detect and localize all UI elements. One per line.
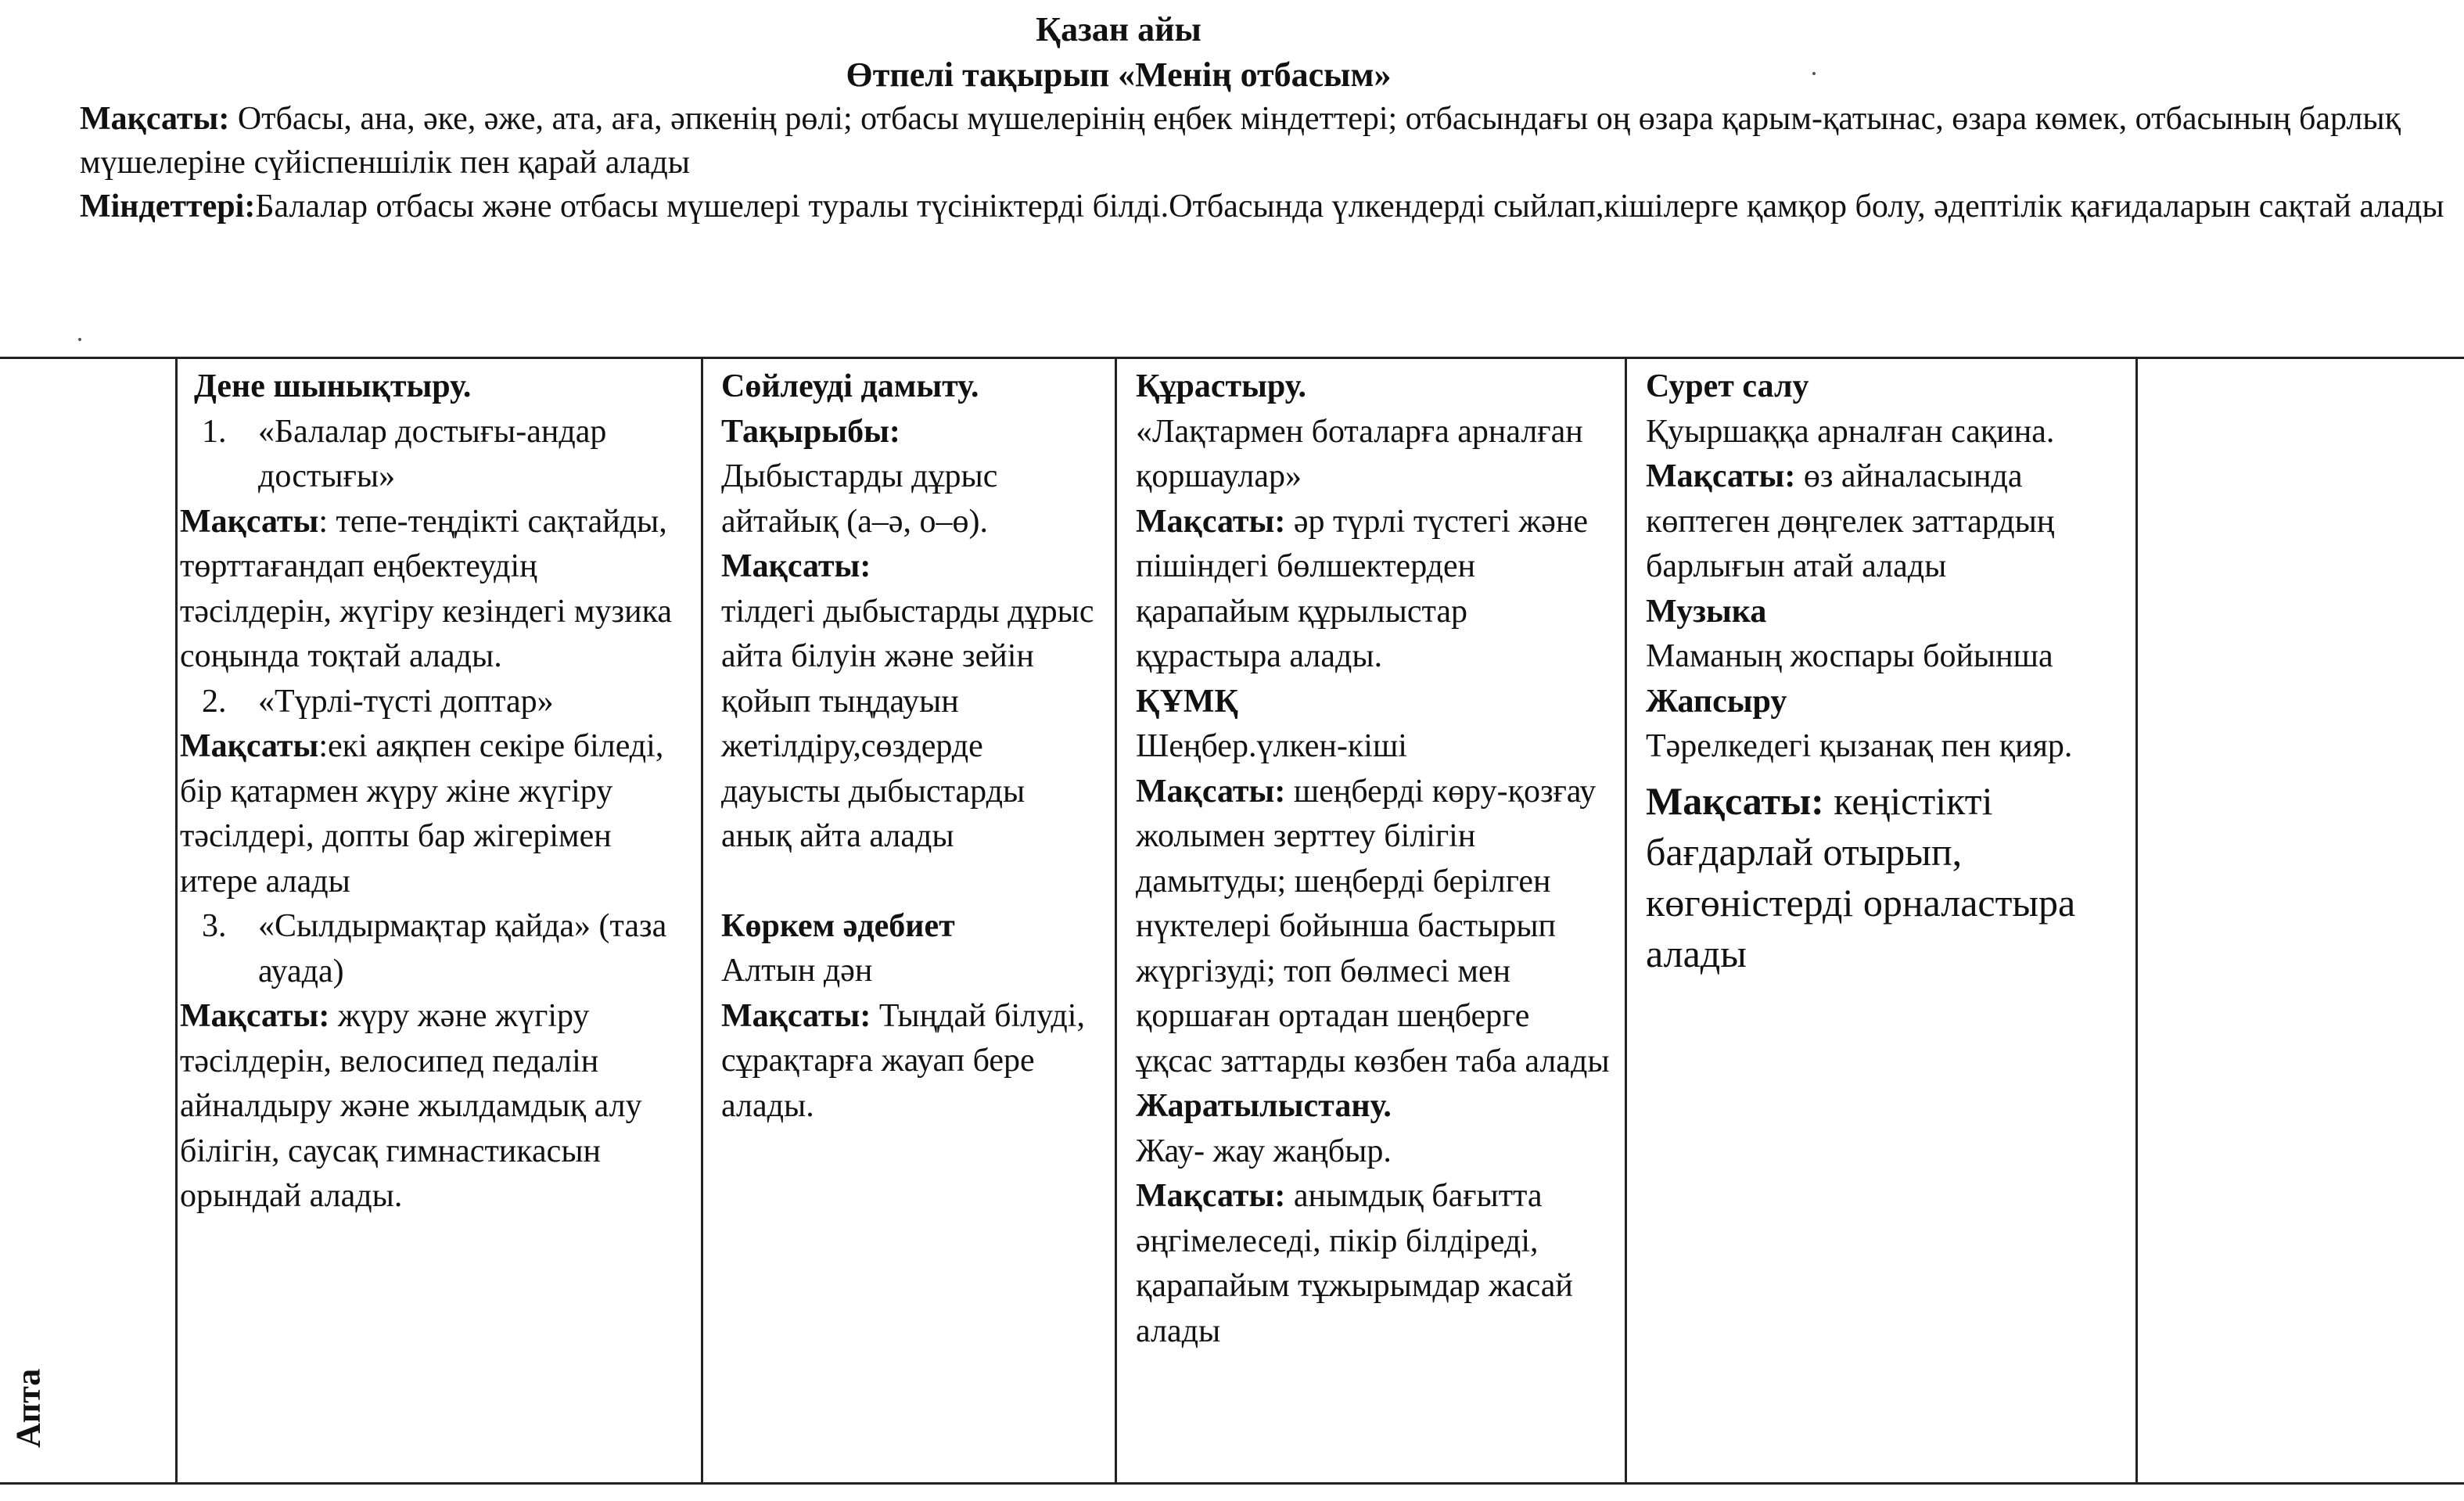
item-goal: Мақсаты: жүру және жүгіру тәсілдерін, велосипед педалін айналдыру және жылдамдық алу білігін, саусақ гимнастикасын орындай алады. bbox=[180, 998, 642, 1214]
applique-heading: Жапсыру bbox=[1646, 683, 1787, 720]
tasks-label: Міндеттері: bbox=[80, 189, 256, 224]
drawing-title: Қуыршаққа арналған сақина. bbox=[1646, 413, 2055, 450]
scan-speck bbox=[78, 338, 81, 341]
tasks-text: Балалар отбасы және отбасы мүшелері туралы түсініктерді білді.Отбасында үлкендерді сыйлап,кішілерге қамқор болу, әдептілік қағидаларын сақтай алады bbox=[255, 189, 2444, 224]
list-item: 1. «Балалар достығы-андар достығы» bbox=[202, 413, 607, 494]
column-heading: Сурет салу bbox=[1646, 368, 1809, 404]
column-physical-education bbox=[180, 364, 696, 1219]
tasks-paragraph bbox=[80, 185, 2458, 228]
math-heading: ҚҰМҚ bbox=[1136, 683, 1238, 720]
column-heading: Дене шынықтыру. bbox=[194, 368, 472, 404]
applique-goal: Мақсаты: кеңістікті бағдарлай отырып, көгөністерді орналастыра алады bbox=[1646, 778, 2076, 975]
column-construction bbox=[1136, 364, 1613, 1354]
goal-text: тілдегі дыбыстарды дұрыс айта білуін және зейін қойып тыңдауын жетілдіру,сөздерде дауысты дыбыстарды анық айта алады bbox=[721, 593, 1094, 854]
column-speech-development bbox=[721, 364, 1097, 1129]
week-label: Апта bbox=[9, 1368, 48, 1448]
goal-label: Мақсаты: bbox=[721, 548, 871, 584]
column-divider bbox=[701, 359, 703, 1482]
column-divider bbox=[175, 359, 178, 1482]
item-goal: Мақсаты: тепе-теңдікті сақтайды, төрттағандап еңбектеудің тәсілдерін, жүгіру кезіндегі музика соңында тоқтай алады. bbox=[180, 503, 672, 674]
scan-speck bbox=[1812, 72, 1816, 75]
column-heading: Құрастыру. bbox=[1136, 368, 1306, 404]
music-text: Маманың жоспары бойынша bbox=[1646, 638, 2053, 674]
literature-heading: Көркем әдебиет bbox=[721, 907, 955, 944]
column-divider bbox=[1115, 359, 1117, 1482]
column-heading: Сөйлеуді дамыту. bbox=[721, 368, 979, 404]
column-divider bbox=[2135, 359, 2138, 1482]
list-item: 3. «Сылдырмақтар қайда» (таза ауада) bbox=[202, 908, 667, 989]
spacer bbox=[721, 860, 1097, 904]
topic-label: Тақырыбы: bbox=[721, 413, 900, 450]
column-drawing bbox=[1646, 364, 2123, 979]
literature-title: Алтын дән bbox=[721, 953, 873, 989]
applique-title: Тәрелкедегі қызанақ пен қияр. bbox=[1646, 728, 2073, 764]
math-title: Шеңбер.үлкен-кіші bbox=[1136, 728, 1407, 764]
construction-goal: Мақсаты: әр түрлі түстегі және пішіндегі бөлшектерден қарапайым құрылыстар құрастыра алады. bbox=[1136, 503, 1589, 674]
item-goal: Мақсаты:екі аяқпен секіре біледі, бір қатармен жүру жіне жүгіру тәсілдері, допты бар жігерімен итере алады bbox=[180, 728, 664, 900]
goal-text: Отбасы, ана, әке, әже, ата, аға, әпкенің рөлі; отбасы мүшелерінің еңбек міндеттері; отбасындағы оң өзара қарым-қатынас, өзара көмек, отбасының барлық мүшелеріне сүйіспеншілік пен қарай алады bbox=[80, 101, 2401, 181]
drawing-goal: Мақсаты: өз айналасында көптеген дөңгелек заттардың барлығын атай алады bbox=[1646, 458, 2055, 584]
literature-goal: Мақсаты: Тыңдай білуді, сұрақтарға жауап бере алады. bbox=[721, 997, 1085, 1124]
goal-label: Мақсаты: bbox=[80, 101, 230, 137]
math-goal: Мақсаты: шеңберді көру-қозғау жолымен зерттеу білігін дамытуды; шеңберді берілген нүктелері бойынша бастырып жүргізуді; топ бөлмесі мен қоршаған ортадан шеңберге ұқсас заттарды көзбен таба алады bbox=[1136, 773, 1610, 1079]
nature-heading: Жаратылыстану. bbox=[1136, 1088, 1392, 1124]
music-heading: Музыка bbox=[1646, 593, 1767, 630]
topic-text: Дыбыстарды дұрыс айтайық (а–ә, о–ө). bbox=[721, 458, 998, 540]
construction-title: «Лақтармен боталарға арналған қоршаулар» bbox=[1136, 413, 1583, 494]
nature-title: Жау- жау жаңбыр. bbox=[1136, 1133, 1392, 1169]
goal-paragraph bbox=[80, 97, 2458, 185]
nature-goal: Мақсаты: анымдық бағытта әңгімелеседі, пікір білдіреді, қарапайым тұжырымдар жасай алады bbox=[1136, 1178, 1573, 1349]
column-divider bbox=[1625, 359, 1627, 1482]
theme-title: Өтпелі тақырып «Менің отбасым» bbox=[846, 56, 1392, 94]
list-item: 2. «Түрлі-түсті доптар» bbox=[202, 683, 554, 720]
month-title: Қазан айы bbox=[1036, 10, 1201, 48]
